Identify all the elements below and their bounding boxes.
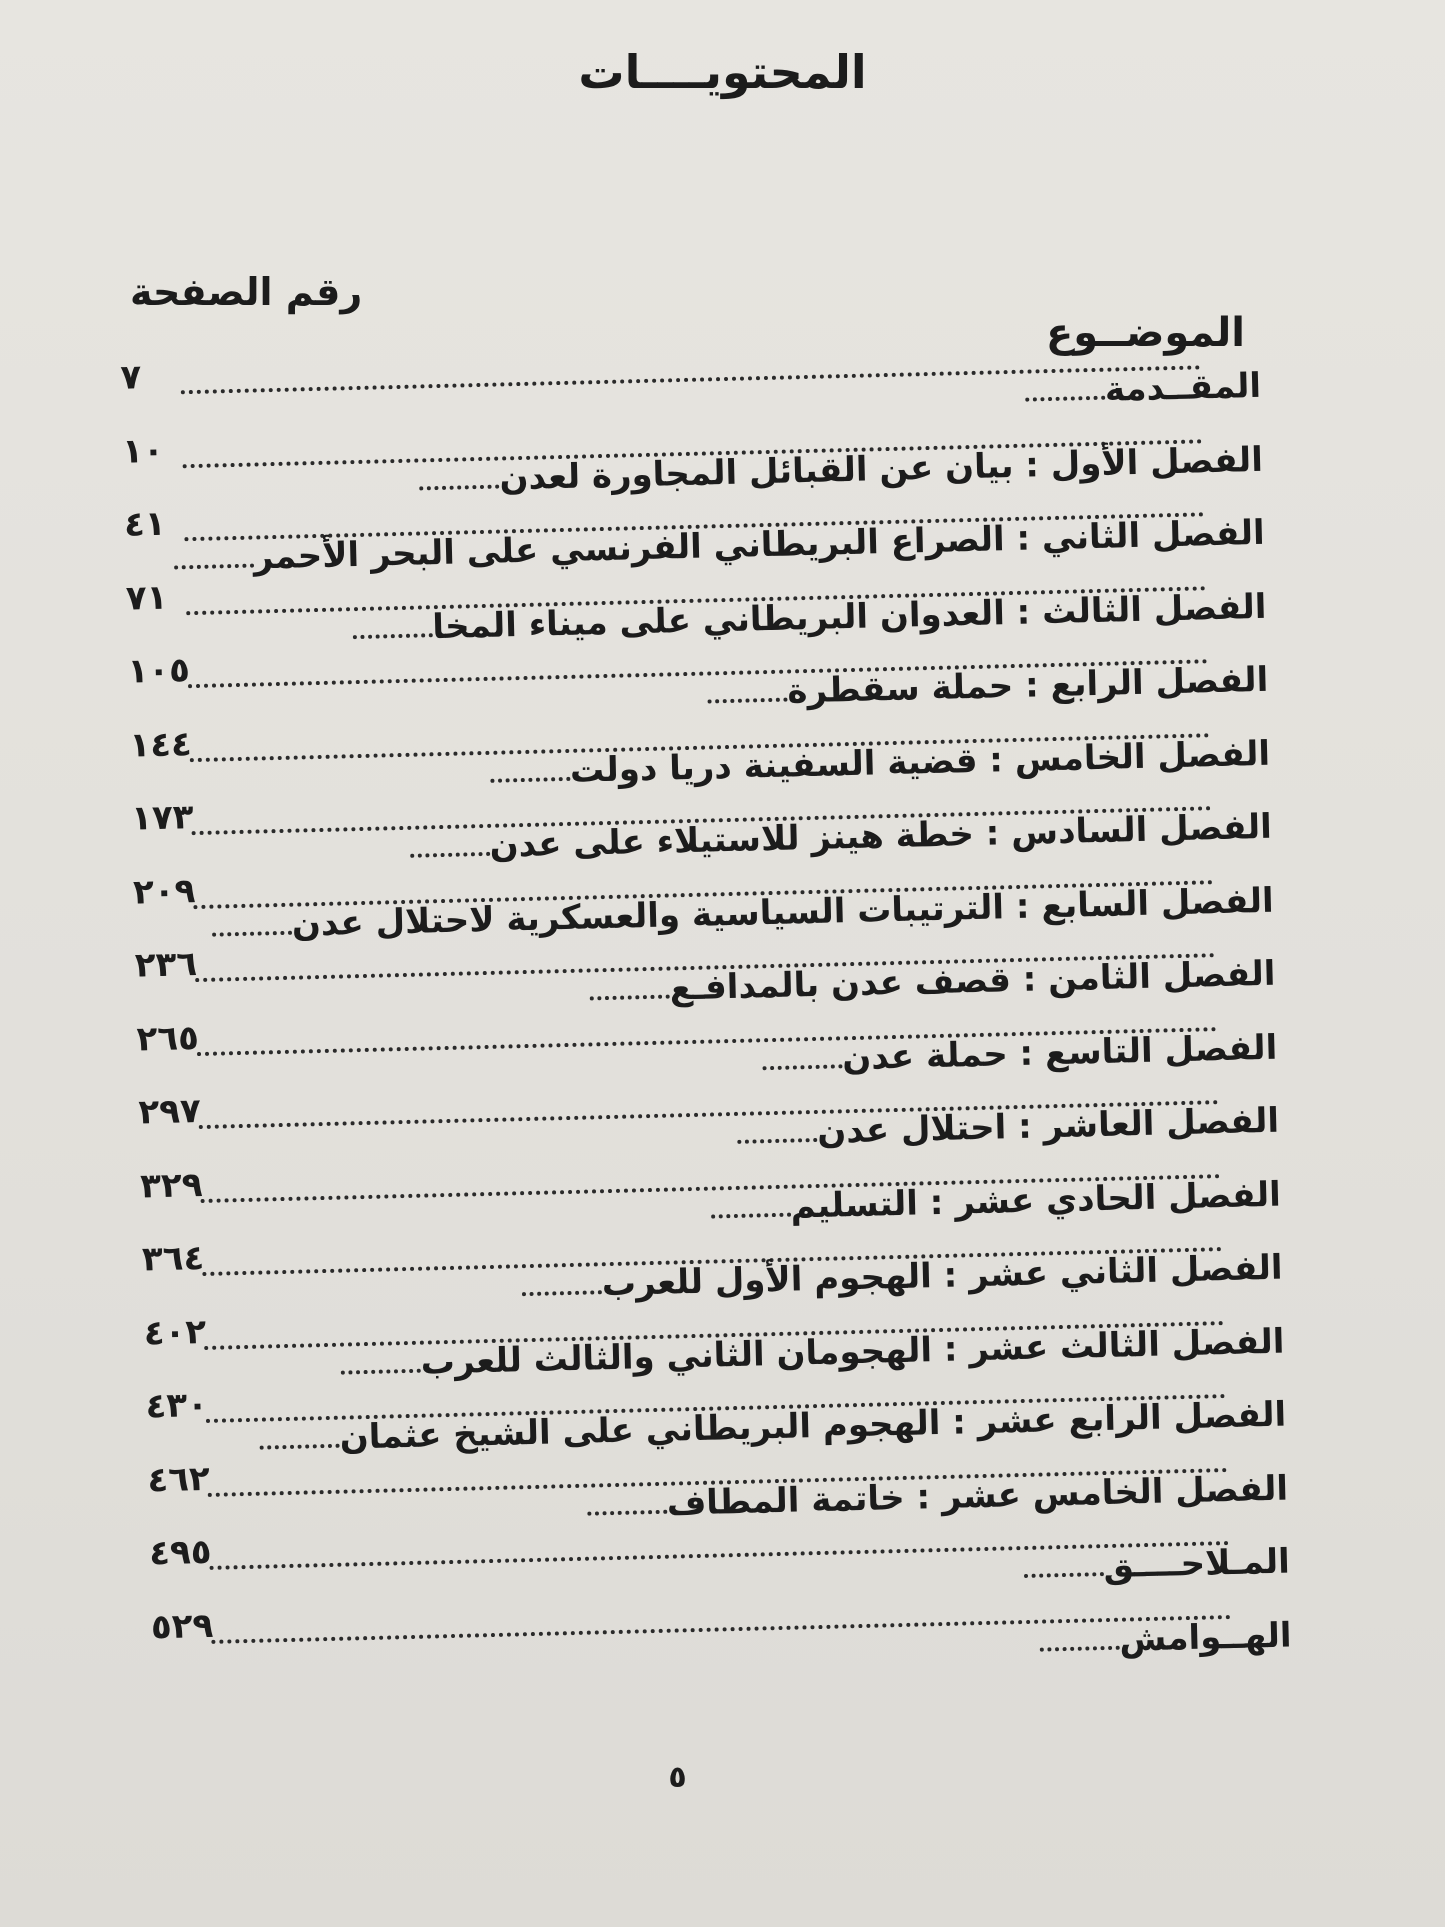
title-leader-dots (260, 1444, 340, 1450)
toc-entry-title-wrap (1031, 1615, 1292, 1661)
title-leader-dots (410, 852, 490, 858)
toc-entry-page: ٤٦٢ (146, 1458, 211, 1500)
toc-entry-page: ٧ (119, 357, 142, 398)
toc-entry-title: الفصل الحادي عشر : التسليم (790, 1174, 1282, 1227)
title-leader-dots (708, 698, 788, 704)
toc-entry-page: ١٠ (121, 430, 165, 472)
toc-entry-title: الفصل الخامس عشر : خاتمة المطاف (666, 1468, 1289, 1524)
toc-entry-page: ١٠٥ (127, 650, 191, 692)
page-title: المحتويــــات (578, 45, 867, 99)
toc-entry-title: الفصل السابع : الترتيبات السياسية والعسكرية لاحتلال عدن (291, 880, 1275, 945)
toc-entry-title: المـلاحــــق (1103, 1541, 1291, 1587)
title-leader-dots (737, 1138, 817, 1144)
title-leader-dots (1024, 1572, 1104, 1578)
toc-entry-title: الفصل الثامن : قصف عدن بالمدافـع (669, 953, 1276, 1009)
title-leader-dots (420, 484, 500, 490)
toc-entry-title: الهــوامش (1118, 1615, 1293, 1660)
toc-entry-title: الفصل الرابع عشر : الهجوم البريطاني على الشيخ عثمان (339, 1394, 1287, 1458)
toc-entry-page: ٤٩٥ (148, 1531, 212, 1574)
table-of-contents (110, 330, 1292, 1681)
toc-entry-page: ٤٠٢ (143, 1311, 207, 1353)
title-leader-dots (590, 995, 670, 1001)
toc-entry-title: الفصل الخامس : قضية السفينة دريا دولت (569, 733, 1271, 791)
toc-entry-page: ٣٢٩ (139, 1164, 203, 1207)
title-leader-dots (1025, 396, 1105, 402)
title-leader-dots (762, 1064, 842, 1070)
topic-column-header: الموضــوع (1045, 310, 1245, 356)
toc-entry-page: ٢٠٩ (132, 870, 196, 913)
title-leader-dots (587, 1509, 667, 1515)
toc-entry-title: الفصل الأول : بيان عن القبائل المجاورة لعدن (498, 439, 1264, 499)
toc-entry-page: ٢٩٧ (137, 1091, 202, 1133)
title-leader-dots (353, 633, 433, 639)
toc-entry-title: المقــدمة (1104, 365, 1262, 410)
title-leader-dots (490, 776, 570, 782)
toc-entry-title: الفصل الثالث عشر : الهجومان الثاني والثالث للعرب (420, 1321, 1285, 1383)
toc-entry-page: ١٧٣ (130, 797, 194, 839)
page-number-column-header: رقم الصفحة (130, 270, 363, 314)
toc-entry-title: الفصل الثاني عشر : الهجوم الأول للعرب (601, 1247, 1284, 1305)
toc-entry-title: الفصل السادس : خطة هينز للاستيلاء على عدن (489, 806, 1273, 866)
toc-entry-title: الفصل الثالث : العدوان البريطاني على ميناء المخا (431, 586, 1267, 647)
toc-entry-page: ٣٦٤ (141, 1237, 205, 1280)
toc-entry-title: الفصل الثاني : الصراع البريطاني الفرنسي على البحر الأحمر (253, 512, 1266, 578)
title-leader-dots (212, 930, 292, 936)
title-leader-dots (522, 1290, 602, 1296)
toc-entry-page: ٧١ (125, 577, 168, 619)
title-leader-dots (711, 1212, 791, 1218)
toc-entry-page: ٤١ (123, 503, 167, 545)
toc-entry-page: ٢٣٦ (134, 944, 198, 986)
toc-entry-title: الفصل العاشر : احتلال عدن (816, 1100, 1280, 1152)
toc-entry-page: ٤٣٠ (145, 1384, 209, 1427)
toc-entry-page: ٥٢٩ (150, 1605, 214, 1647)
toc-entry-title: الفصل الرابع : حملة سقطرة (786, 659, 1269, 712)
toc-entry-page: ١٤٤ (128, 723, 193, 766)
toc-entry-title: الفصل التاسع : حملة عدن (841, 1027, 1278, 1078)
title-leader-dots (341, 1368, 421, 1374)
toc-entry-page: ٢٦٥ (136, 1017, 200, 1060)
page-number-footer: ٥ (668, 1760, 687, 1795)
title-leader-dots (1040, 1645, 1120, 1651)
title-leader-dots (174, 564, 254, 570)
